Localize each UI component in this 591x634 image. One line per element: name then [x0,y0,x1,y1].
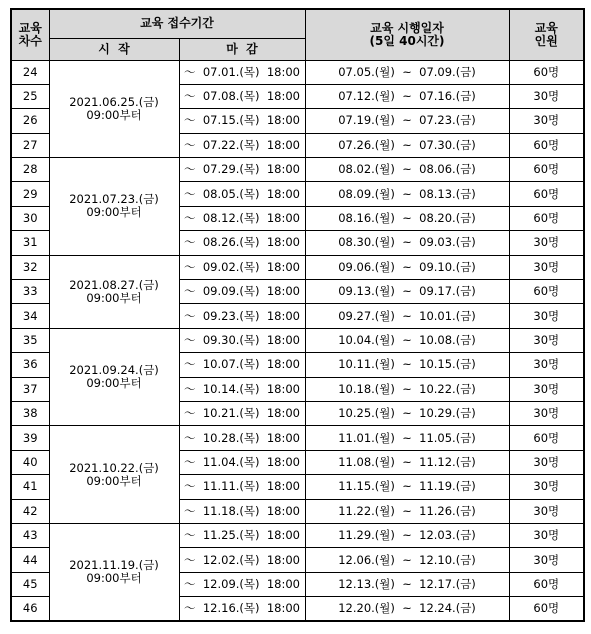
header-period-line2: (5일 40시간) [369,33,445,48]
round-cell: 30 [11,206,49,230]
start-cell [49,523,179,621]
quota-cell: 30명 [509,231,584,255]
round-cell: 32 [11,255,49,279]
period-cell: 08.02.(월) ~ 08.06.(금) [305,158,509,182]
quota-cell: 60명 [509,280,584,304]
round-cell: 28 [11,158,49,182]
header-period [305,9,509,60]
quota-cell: 60명 [509,597,584,621]
period-cell: 09.27.(월) ~ 10.01.(금) [305,304,509,328]
period-cell: 11.29.(월) ~ 12.03.(금) [305,523,509,547]
header-deadline: 마 감 [179,38,305,60]
period-cell: 12.20.(월) ~ 12.24.(금) [305,597,509,621]
quota-cell: 30명 [509,109,584,133]
deadline-cell: ～ 12.16.(목) 18:00 [179,597,305,621]
deadline-cell: ～ 11.11.(목) 18:00 [179,475,305,499]
deadline-cell: ～ 12.09.(목) 18:00 [179,572,305,596]
start-cell [49,328,179,426]
quota-cell: 60명 [509,182,584,206]
header-period-line1: 교육 시행일자 [370,20,444,35]
header-quota-line1: 교육 [534,20,558,35]
deadline-cell: ～ 10.28.(목) 18:00 [179,426,305,450]
start-date: 2021.11.19.(금) [69,557,159,572]
quota-cell: 30명 [509,548,584,572]
period-cell: 09.13.(월) ~ 09.17.(금) [305,280,509,304]
round-cell: 40 [11,450,49,474]
header-quota-line2: 인원 [534,33,558,48]
deadline-cell: ～ 07.29.(목) 18:00 [179,158,305,182]
round-cell: 46 [11,597,49,621]
start-time: 09:00부터 [86,290,142,305]
period-cell: 08.09.(월) ~ 08.13.(금) [305,182,509,206]
round-cell: 38 [11,401,49,425]
period-cell: 12.13.(월) ~ 12.17.(금) [305,572,509,596]
period-cell: 11.08.(월) ~ 11.12.(금) [305,450,509,474]
round-cell: 24 [11,60,49,84]
quota-cell: 30명 [509,353,584,377]
table-row [11,328,584,352]
quota-cell: 30명 [509,304,584,328]
quota-cell: 30명 [509,328,584,352]
start-date: 2021.10.22.(금) [69,460,159,475]
quota-cell: 60명 [509,426,584,450]
deadline-cell: ～ 09.23.(목) 18:00 [179,304,305,328]
deadline-cell: ～ 11.18.(목) 18:00 [179,499,305,523]
deadline-cell: ～ 10.07.(목) 18:00 [179,353,305,377]
round-cell: 37 [11,377,49,401]
deadline-cell: ～ 08.26.(목) 18:00 [179,231,305,255]
round-cell: 43 [11,523,49,547]
start-cell [49,158,179,256]
round-cell: 36 [11,353,49,377]
period-cell: 07.26.(월) ~ 07.30.(금) [305,133,509,157]
start-date: 2021.09.24.(금) [69,363,159,378]
start-time: 09:00부터 [86,570,142,585]
period-cell: 12.06.(월) ~ 12.10.(금) [305,548,509,572]
header-round [11,9,49,60]
deadline-cell: ～ 11.25.(목) 18:00 [179,523,305,547]
deadline-cell: ～ 08.12.(목) 18:00 [179,206,305,230]
round-cell: 27 [11,133,49,157]
table-row [11,255,584,279]
deadline-cell: ～ 11.04.(목) 18:00 [179,450,305,474]
round-cell: 29 [11,182,49,206]
period-cell: 10.18.(월) ~ 10.22.(금) [305,377,509,401]
period-cell: 10.11.(월) ~ 10.15.(금) [305,353,509,377]
deadline-cell: ～ 07.22.(목) 18:00 [179,133,305,157]
round-cell: 41 [11,475,49,499]
deadline-cell: ～ 12.02.(목) 18:00 [179,548,305,572]
header-quota [509,9,584,60]
period-cell: 07.12.(월) ~ 07.16.(금) [305,84,509,108]
start-cell [49,255,179,328]
round-cell: 45 [11,572,49,596]
period-cell: 11.01.(월) ~ 11.05.(금) [305,426,509,450]
header-start: 시 작 [49,38,179,60]
quota-cell: 60명 [509,133,584,157]
period-cell: 07.19.(월) ~ 07.23.(금) [305,109,509,133]
quota-cell: 30명 [509,377,584,401]
deadline-cell: ～ 08.05.(목) 18:00 [179,182,305,206]
quota-cell: 60명 [509,572,584,596]
round-cell: 44 [11,548,49,572]
period-cell: 09.06.(월) ~ 09.10.(금) [305,255,509,279]
table-row [11,523,584,547]
header-round-line2: 차수 [18,33,42,48]
period-cell: 08.30.(월) ~ 09.03.(금) [305,231,509,255]
round-cell: 26 [11,109,49,133]
quota-cell: 30명 [509,255,584,279]
schedule-table [10,8,585,622]
table-row [11,426,584,450]
quota-cell: 30명 [509,401,584,425]
deadline-cell: ～ 10.21.(목) 18:00 [179,401,305,425]
quota-cell: 60명 [509,206,584,230]
deadline-cell: ～ 09.30.(목) 18:00 [179,328,305,352]
period-cell: 11.15.(월) ~ 11.19.(금) [305,475,509,499]
quota-cell: 60명 [509,60,584,84]
deadline-cell: ～ 07.01.(목) 18:00 [179,60,305,84]
start-date: 2021.08.27.(금) [69,277,159,292]
period-cell: 11.22.(월) ~ 11.26.(금) [305,499,509,523]
quota-cell: 30명 [509,499,584,523]
period-cell: 07.05.(월) ~ 07.09.(금) [305,60,509,84]
table-row [11,158,584,182]
round-cell: 35 [11,328,49,352]
header-reception: 교육 접수기간 [49,9,305,38]
deadline-cell: ～ 09.02.(목) 18:00 [179,255,305,279]
quota-cell: 30명 [509,475,584,499]
quota-cell: 60명 [509,158,584,182]
table-row [11,60,584,84]
round-cell: 25 [11,84,49,108]
start-date: 2021.06.25.(금) [69,94,159,109]
start-time: 09:00부터 [86,376,142,391]
round-cell: 34 [11,304,49,328]
deadline-cell: ～ 09.09.(목) 18:00 [179,280,305,304]
start-cell [49,426,179,524]
period-cell: 10.25.(월) ~ 10.29.(금) [305,401,509,425]
quota-cell: 30명 [509,450,584,474]
deadline-cell: ～ 07.08.(목) 18:00 [179,84,305,108]
deadline-cell: ～ 10.14.(목) 18:00 [179,377,305,401]
start-cell [49,60,179,158]
period-cell: 10.04.(월) ~ 10.08.(금) [305,328,509,352]
round-cell: 42 [11,499,49,523]
deadline-cell: ～ 07.15.(목) 18:00 [179,109,305,133]
quota-cell: 30명 [509,84,584,108]
period-cell: 08.16.(월) ~ 08.20.(금) [305,206,509,230]
start-time: 09:00부터 [86,107,142,122]
start-time: 09:00부터 [86,473,142,488]
start-time: 09:00부터 [86,205,142,220]
round-cell: 33 [11,280,49,304]
header-round-line1: 교육 [18,20,42,35]
start-date: 2021.07.23.(금) [69,192,159,207]
round-cell: 39 [11,426,49,450]
schedule-body [11,60,584,621]
quota-cell: 30명 [509,523,584,547]
round-cell: 31 [11,231,49,255]
